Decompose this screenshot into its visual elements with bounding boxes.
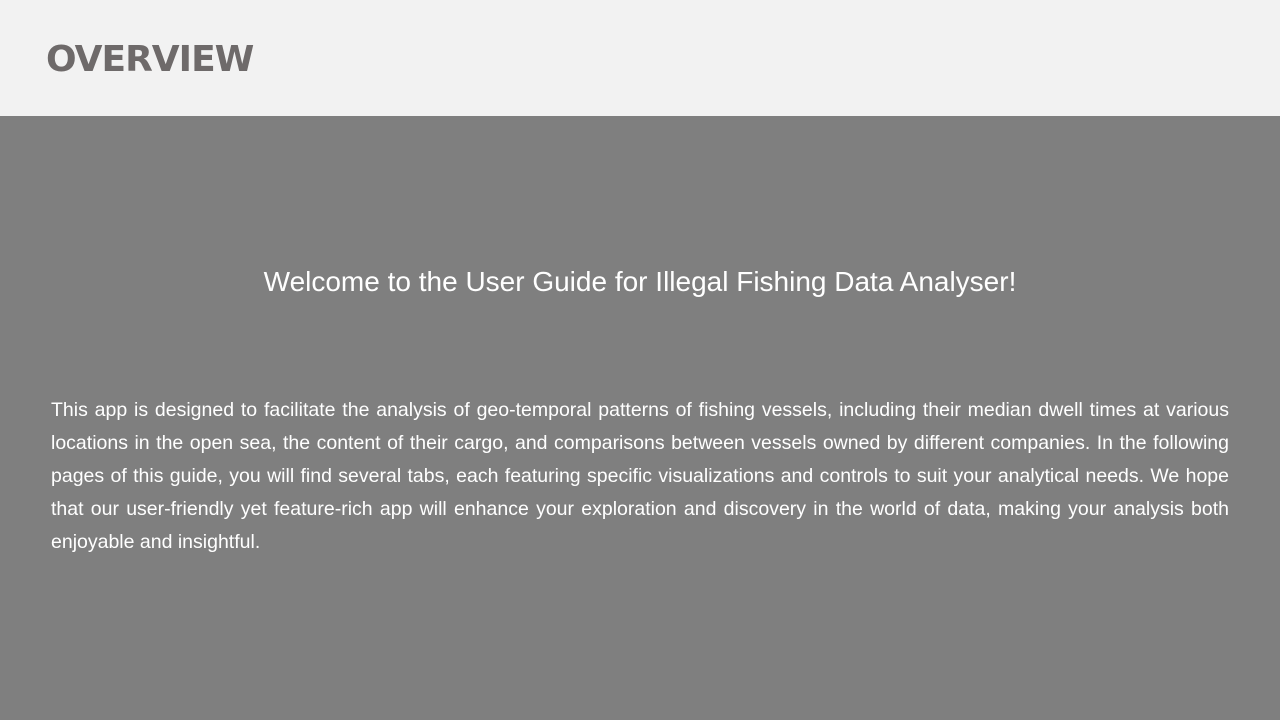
header-band xyxy=(0,0,1280,116)
intro-paragraph: This app is designed to facilitate the analysis of geo-temporal patterns of fishing vessels, including their median dwell times at various locations in the open sea, the content of their cargo, and comparisons between vessels owned by different companies. In the following pages of this guide, you will find several tabs, each featuring specific visualizations and controls to suit your analytical needs. We hope that our user-friendly yet feature-rich app will enhance your exploration and discovery in the world of data, making your analysis both enjoyable and insightful. xyxy=(51,399,1229,553)
page-title: OVERVIEW xyxy=(46,39,254,80)
welcome-heading: Welcome to the User Guide for Illegal Fishing Data Analyser! xyxy=(263,266,1017,297)
content-area xyxy=(0,116,1280,720)
